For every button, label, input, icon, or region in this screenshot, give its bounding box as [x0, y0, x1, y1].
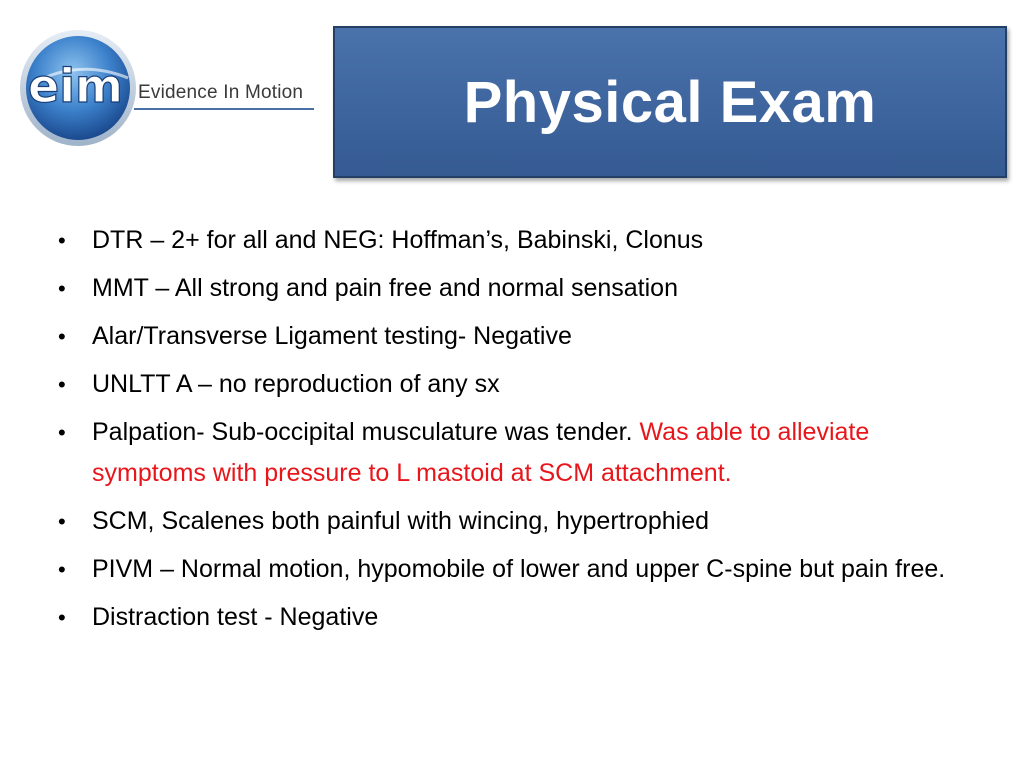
list-item	[58, 316, 958, 357]
bullet-icon: •	[58, 605, 66, 630]
list-item-text: SCM, Scalenes both painful with wincing, hypertrophied	[92, 507, 710, 535]
title-banner	[333, 26, 1007, 178]
list-item-text: MMT – All strong and pain free and normal sensation	[92, 274, 678, 302]
list-item-text: Alar/Transverse Ligament testing- Negative	[92, 322, 572, 350]
slide-title: Physical Exam	[463, 69, 877, 135]
bullet-icon: •	[58, 420, 66, 445]
bullet-icon: •	[58, 324, 66, 349]
eim-logo-icon	[18, 28, 158, 148]
list-item-text: DTR – 2+ for all and NEG: Hoffman’s, Babinski, Clonus	[92, 226, 704, 254]
bullet-list	[58, 220, 958, 645]
bullet-icon: •	[58, 228, 66, 253]
bullet-icon: •	[58, 509, 66, 534]
highlighted-text: Was able to alleviate symptoms with pressure to L mastoid at SCM attachment.	[92, 418, 870, 487]
list-item	[58, 549, 958, 590]
bullet-icon: •	[58, 372, 66, 397]
bullet-icon: •	[58, 557, 66, 582]
list-item	[58, 364, 958, 405]
logo-tagline: Evidence In Motion	[138, 82, 304, 103]
list-item	[58, 597, 958, 638]
list-item	[58, 220, 958, 261]
list-item	[58, 501, 958, 542]
list-item-text: UNLTT A – no reproduction of any sx	[92, 370, 500, 398]
bullet-icon: •	[58, 276, 66, 301]
list-item	[58, 412, 958, 494]
list-item	[58, 268, 958, 309]
eim-logo	[18, 28, 318, 148]
logo-underline	[134, 108, 314, 110]
list-item-text: PIVM – Normal motion, hypomobile of lower and upper C-spine but pain free.	[92, 555, 946, 583]
logo-mark-text: eim	[28, 59, 123, 113]
list-item-text: Distraction test - Negative	[92, 603, 379, 631]
list-item-text: Palpation- Sub-occipital musculature was tender.	[92, 418, 640, 446]
